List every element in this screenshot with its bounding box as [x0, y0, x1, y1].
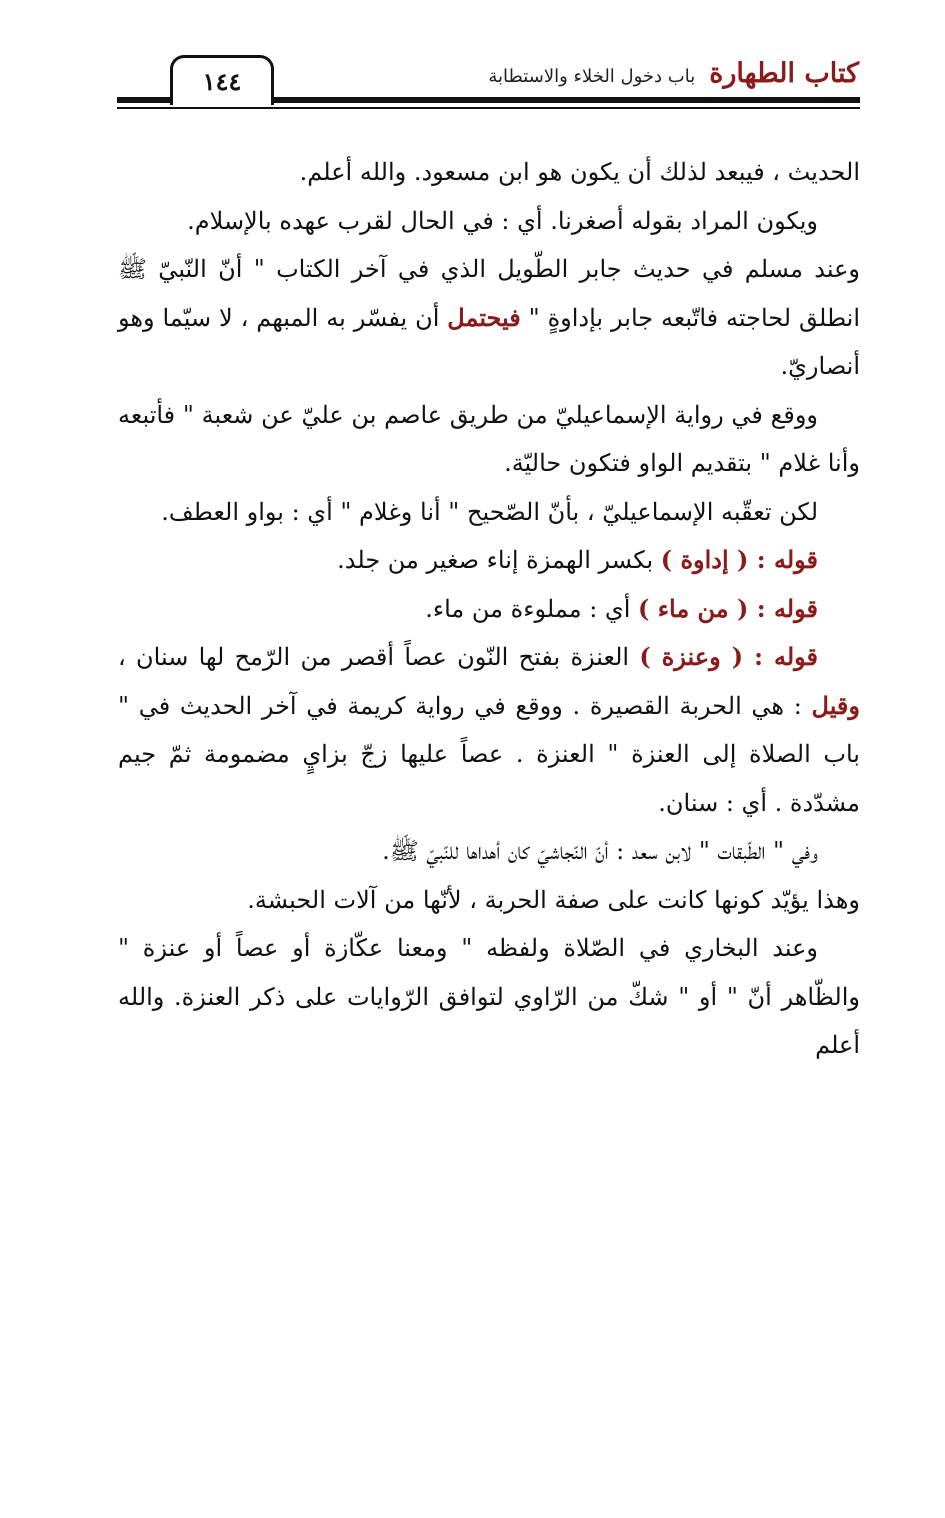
commentary-item [118, 633, 860, 827]
highlight-word: فيحتمل [447, 302, 521, 332]
commentary-item [118, 585, 860, 634]
quote-text: : هي الحربة القصيرة . ووقع في رواية كريمة في آخر الحديث في " باب الصلاة إلى العنزة " العنزة . عصاً عليها زجّ بزايٍ مضمومة ثمّ جيم مشدّدة . أي : سنان. [118, 691, 860, 817]
quote-label: قوله : ( إداوة ) [660, 545, 818, 574]
paragraph-text: أن يفسّر به المبهم ، لا سيّما وهو أنصاريّ. [118, 303, 860, 380]
quote-label: قوله : ( وعنزة ) [639, 642, 819, 671]
paragraph: الحديث ، فيبعد لذلك أن يكون هو ابن مسعود. والله أعلم. [299, 158, 860, 186]
quote-text: أي : مملوءة من ماء. [425, 594, 639, 623]
chapter-title: باب دخول الخلاء والاستطابة [488, 66, 696, 87]
paragraph: ويكون المراد بقوله أصغرنا. أي : في الحال لقرب عهده بالإسلام. [187, 206, 818, 235]
paragraph-text: وعند مسلم في حديث جابر الطّويل الذي في آخر الكتاب " أنّ النّبيّ ﷺ انطلق لحاجته فاتّبعه جابر بإداوةٍ " [118, 255, 860, 332]
paragraph: ووقع في رواية الإسماعيليّ من طريق عاصم بن عليّ عن شعبة " فأتبعه وأنا غلام " بتقديم الواو فتكون حاليّة. [118, 400, 860, 477]
page-header [0, 0, 945, 120]
paragraph: وعند البخاري في الصّلاة ولفظه " ومعنا عكّازة أو عصاً أو عنزة " والظّاهر أنّ " أو " شكّ من الرّاوي لتوافق الرّوايات على ذكر العنزة. والله أعلم [118, 934, 860, 1059]
book-title: كتاب الطهارة [709, 58, 859, 89]
paragraph: وفي " الطّبقات " لابن سعد : أنّ النّجاشيّ كان أهداها للنّبيّ ﷺ. [382, 837, 818, 865]
commentary-item [118, 536, 860, 585]
page-number: ١٤٤ [170, 55, 274, 105]
paragraph: وهذا يؤيّد كونها كانت على صفة الحربة ، لأنّها من آلات الحبشة. [247, 885, 860, 914]
header-titles [488, 58, 859, 89]
page-body [118, 148, 860, 1070]
highlight-word: وقيل [811, 690, 860, 720]
paragraph [118, 245, 860, 391]
header-rule-thin [117, 107, 860, 109]
paragraph: لكن تعقّبه الإسماعيليّ ، بأنّ الصّحيح " أنا وغلام " أي : بواو العطف. [161, 497, 818, 526]
quote-text: بكسر الهمزة إناء صغير من جلد. [337, 546, 661, 574]
quote-text: العنزة بفتح النّون عصاً أقصر من الرّمح لها سنان ، [118, 643, 640, 671]
quote-label: قوله : ( من ماء ) [638, 593, 818, 623]
